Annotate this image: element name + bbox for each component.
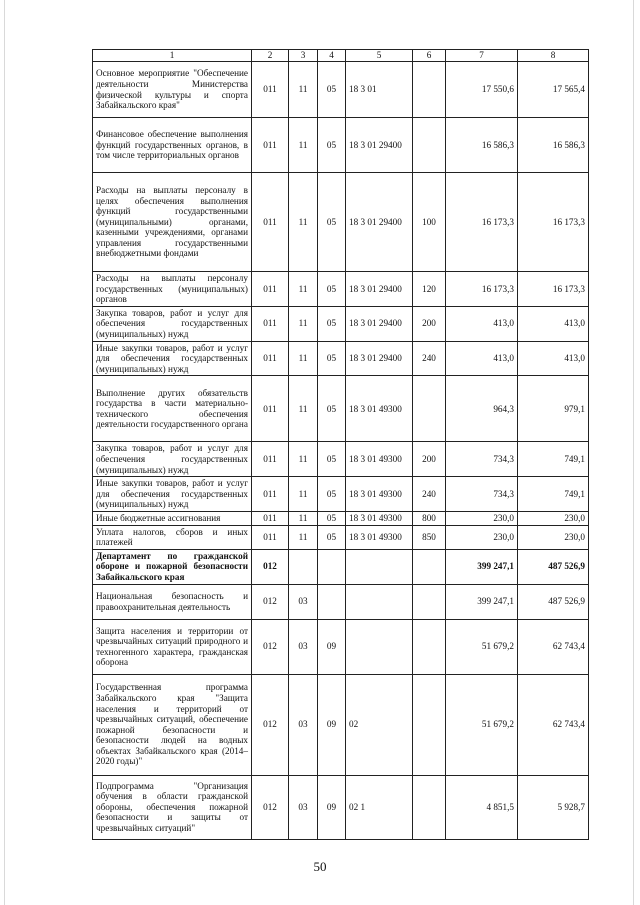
- cell-ministry: 012: [252, 549, 289, 584]
- cell-section: 11: [289, 173, 318, 272]
- cell-amount-year2: 17 565,4: [518, 62, 589, 118]
- cell-ministry: 011: [252, 477, 289, 512]
- cell-expense-type: 240: [413, 477, 446, 512]
- cell-ministry: 011: [252, 272, 289, 307]
- cell-target-article: 18 3 01 29400: [346, 272, 413, 307]
- cell-target-article: [346, 584, 413, 619]
- cell-subsection: 05: [318, 511, 346, 525]
- cell-expense-type: 120: [413, 272, 446, 307]
- row-name: Национальная безопасность и правоохранительная деятельность: [93, 584, 252, 619]
- cell-target-article: 02: [346, 674, 413, 775]
- cell-expense-type: [413, 376, 446, 442]
- cell-amount-year1: 16 173,3: [446, 272, 518, 307]
- cell-subsection: 09: [318, 619, 346, 674]
- cell-target-article: 18 3 01 29400: [346, 173, 413, 272]
- cell-amount-year2: 979,1: [518, 376, 589, 442]
- cell-subsection: 05: [318, 118, 346, 173]
- row-name: Департамент по гражданской обороне и пожарной безопасности Забайкальского края: [93, 549, 252, 584]
- cell-amount-year1: 413,0: [446, 306, 518, 341]
- table-row: [93, 584, 589, 619]
- row-name: Иные закупки товаров, работ и услуг для обеспечения государственных (муниципальных) нужд: [93, 477, 252, 512]
- cell-amount-year2: 230,0: [518, 511, 589, 525]
- cell-amount-year2: 413,0: [518, 306, 589, 341]
- cell-expense-type: [413, 584, 446, 619]
- cell-target-article: [346, 619, 413, 674]
- cell-target-article: 18 3 01 49300: [346, 477, 413, 512]
- cell-subsection: 05: [318, 376, 346, 442]
- cell-subsection: [318, 584, 346, 619]
- cell-subsection: 05: [318, 306, 346, 341]
- row-name: Финансовое обеспечение выполнения функций государственных органов, в том числе территориальных органов: [93, 118, 252, 173]
- table-row: [93, 341, 589, 376]
- cell-amount-year1: 4 851,5: [446, 775, 518, 839]
- row-name: Уплата налогов, сборов и иных платежей: [93, 525, 252, 549]
- cell-target-article: [346, 549, 413, 584]
- column-header: 5: [346, 50, 413, 62]
- cell-subsection: [318, 549, 346, 584]
- cell-ministry: 012: [252, 674, 289, 775]
- row-name: Выполнение других обязательств государства в части материально-технического обеспечения деятельности государственного органа: [93, 376, 252, 442]
- cell-expense-type: [413, 619, 446, 674]
- cell-amount-year1: 16 586,3: [446, 118, 518, 173]
- cell-subsection: 05: [318, 62, 346, 118]
- cell-ministry: 011: [252, 306, 289, 341]
- cell-section: 11: [289, 306, 318, 341]
- table-row: [93, 272, 589, 307]
- cell-section: 03: [289, 775, 318, 839]
- scan-edge-right: [633, 0, 634, 905]
- cell-target-article: 18 3 01 29400: [346, 341, 413, 376]
- cell-amount-year1: 230,0: [446, 525, 518, 549]
- row-name: Иные закупки товаров, работ и услуг для обеспечения государственных (муниципальных) нужд: [93, 341, 252, 376]
- table-row: [93, 619, 589, 674]
- cell-amount-year1: 16 173,3: [446, 173, 518, 272]
- row-name: Подпрограмма "Организация обучения в области гражданской обороны, обеспечения пожарной безопасности и защиты от чрезвычайных ситуаций": [93, 775, 252, 839]
- table-row: [93, 674, 589, 775]
- cell-subsection: 05: [318, 525, 346, 549]
- cell-amount-year1: 964,3: [446, 376, 518, 442]
- cell-ministry: 012: [252, 584, 289, 619]
- scan-edge-left: [4, 0, 5, 905]
- cell-target-article: 18 3 01 49300: [346, 442, 413, 477]
- cell-amount-year1: 399 247,1: [446, 584, 518, 619]
- cell-amount-year2: 5 928,7: [518, 775, 589, 839]
- table-header-row: [93, 50, 589, 62]
- cell-section: 03: [289, 584, 318, 619]
- cell-expense-type: [413, 674, 446, 775]
- cell-section: 11: [289, 511, 318, 525]
- column-header: 2: [252, 50, 289, 62]
- cell-target-article: 02 1: [346, 775, 413, 839]
- cell-expense-type: 800: [413, 511, 446, 525]
- cell-amount-year2: 749,1: [518, 442, 589, 477]
- column-header: 1: [93, 50, 252, 62]
- cell-amount-year2: 487 526,9: [518, 549, 589, 584]
- cell-amount-year2: 16 173,3: [518, 173, 589, 272]
- cell-amount-year2: 413,0: [518, 341, 589, 376]
- cell-ministry: 011: [252, 511, 289, 525]
- cell-subsection: 05: [318, 173, 346, 272]
- cell-ministry: 011: [252, 376, 289, 442]
- cell-amount-year1: 51 679,2: [446, 619, 518, 674]
- cell-ministry: 011: [252, 173, 289, 272]
- table-row: [93, 442, 589, 477]
- cell-amount-year1: 734,3: [446, 442, 518, 477]
- cell-expense-type: 200: [413, 306, 446, 341]
- cell-expense-type: [413, 549, 446, 584]
- cell-section: 11: [289, 525, 318, 549]
- cell-amount-year2: 16 586,3: [518, 118, 589, 173]
- cell-amount-year1: 51 679,2: [446, 674, 518, 775]
- budget-table: [92, 49, 589, 840]
- page-number: 50: [313, 859, 327, 874]
- row-name: Закупка товаров, работ и услуг для обеспечения государственных (муниципальных) нужд: [93, 442, 252, 477]
- cell-expense-type: 100: [413, 173, 446, 272]
- cell-target-article: 18 3 01: [346, 62, 413, 118]
- cell-target-article: 18 3 01 49300: [346, 525, 413, 549]
- column-header: 8: [518, 50, 589, 62]
- cell-amount-year1: 734,3: [446, 477, 518, 512]
- row-name: Основное мероприятие "Обеспечение деятельности Министерства физической культуры и спорта Забайкальского края": [93, 62, 252, 118]
- cell-section: 03: [289, 674, 318, 775]
- cell-subsection: 05: [318, 477, 346, 512]
- table-row: [93, 775, 589, 839]
- cell-target-article: 18 3 01 29400: [346, 306, 413, 341]
- table-row: [93, 477, 589, 512]
- cell-subsection: 05: [318, 442, 346, 477]
- row-name: Расходы на выплаты персоналу государственных (муниципальных) органов: [93, 272, 252, 307]
- cell-subsection: 09: [318, 775, 346, 839]
- cell-subsection: 05: [318, 272, 346, 307]
- table-row: [93, 525, 589, 549]
- cell-section: 11: [289, 62, 318, 118]
- column-header: 6: [413, 50, 446, 62]
- cell-expense-type: 850: [413, 525, 446, 549]
- cell-expense-type: [413, 118, 446, 173]
- cell-expense-type: 240: [413, 341, 446, 376]
- cell-section: 11: [289, 442, 318, 477]
- cell-section: 11: [289, 376, 318, 442]
- cell-section: 11: [289, 341, 318, 376]
- table-row: [93, 62, 589, 118]
- cell-amount-year1: 399 247,1: [446, 549, 518, 584]
- cell-target-article: 18 3 01 49300: [346, 511, 413, 525]
- cell-amount-year2: 16 173,3: [518, 272, 589, 307]
- cell-ministry: 011: [252, 442, 289, 477]
- column-header: 4: [318, 50, 346, 62]
- cell-subsection: 09: [318, 674, 346, 775]
- row-name: Защита населения и территории от чрезвычайных ситуаций природного и техногенного характера, гражданская оборона: [93, 619, 252, 674]
- cell-section: 11: [289, 118, 318, 173]
- row-name: Иные бюджетные ассигнования: [93, 511, 252, 525]
- cell-ministry: 011: [252, 525, 289, 549]
- cell-ministry: 012: [252, 619, 289, 674]
- cell-section: 03: [289, 619, 318, 674]
- cell-expense-type: [413, 775, 446, 839]
- cell-amount-year1: 413,0: [446, 341, 518, 376]
- cell-amount-year1: 230,0: [446, 511, 518, 525]
- cell-amount-year2: 62 743,4: [518, 619, 589, 674]
- cell-expense-type: 200: [413, 442, 446, 477]
- cell-amount-year2: 749,1: [518, 477, 589, 512]
- table-row: [93, 118, 589, 173]
- row-name: Государственная программа Забайкальского края "Защита населения и территорий от чрезвычайных ситуаций, обеспечение пожарной безопасности и безопасности людей на водных объектах Забайкальского края (2014–2020 годы)": [93, 674, 252, 775]
- cell-subsection: 05: [318, 341, 346, 376]
- cell-ministry: 011: [252, 118, 289, 173]
- cell-ministry: 011: [252, 341, 289, 376]
- cell-target-article: 18 3 01 29400: [346, 118, 413, 173]
- row-name: Закупка товаров, работ и услуг для обеспечения государственных (муниципальных) нужд: [93, 306, 252, 341]
- cell-section: 11: [289, 477, 318, 512]
- cell-amount-year2: 62 743,4: [518, 674, 589, 775]
- table-row: [93, 376, 589, 442]
- table-row: [93, 173, 589, 272]
- cell-amount-year2: 487 526,9: [518, 584, 589, 619]
- cell-amount-year2: 230,0: [518, 525, 589, 549]
- cell-section: 11: [289, 272, 318, 307]
- cell-expense-type: [413, 62, 446, 118]
- cell-amount-year1: 17 550,6: [446, 62, 518, 118]
- table-row: [93, 511, 589, 525]
- cell-ministry: 012: [252, 775, 289, 839]
- cell-section: [289, 549, 318, 584]
- table-row-department: [93, 549, 589, 584]
- column-header: 3: [289, 50, 318, 62]
- table-row: [93, 306, 589, 341]
- row-name: Расходы на выплаты персоналу в целях обеспечения выполнения функций государственными (муниципальными) органами, казенными учреждениями, органами управления государственными внебюджетными фондами: [93, 173, 252, 272]
- cell-ministry: 011: [252, 62, 289, 118]
- column-header: 7: [446, 50, 518, 62]
- cell-target-article: 18 3 01 49300: [346, 376, 413, 442]
